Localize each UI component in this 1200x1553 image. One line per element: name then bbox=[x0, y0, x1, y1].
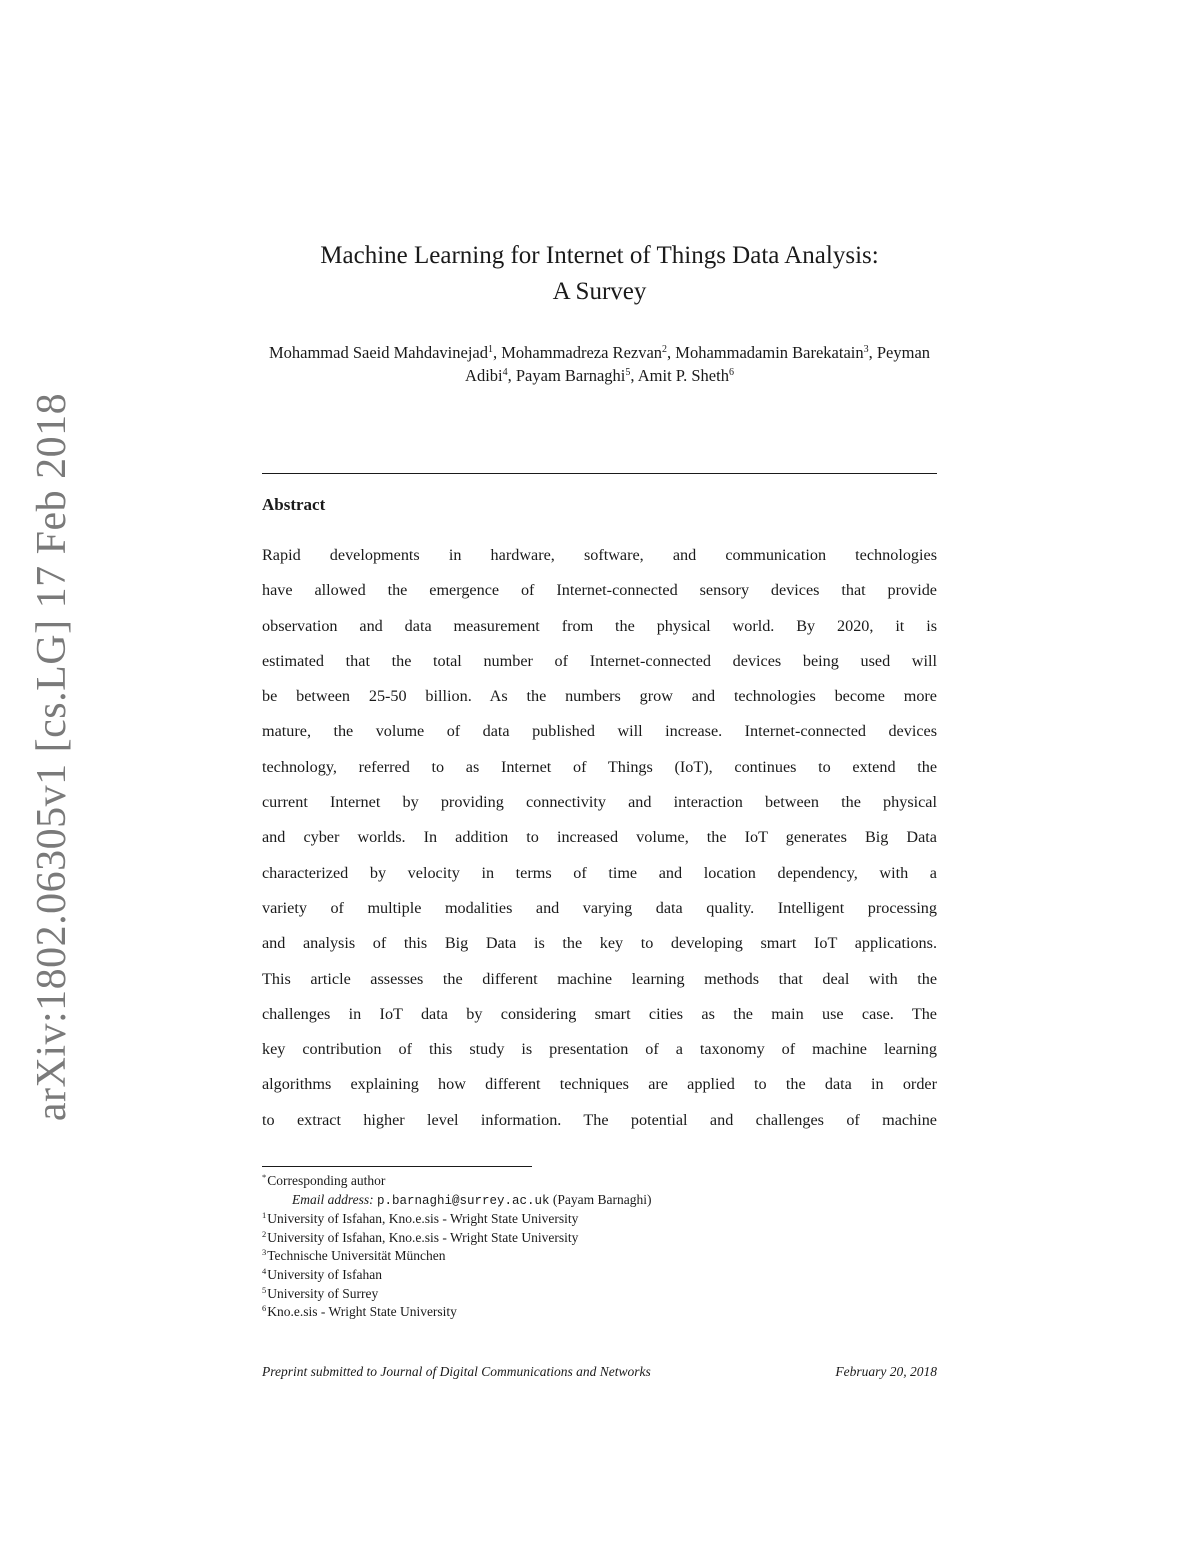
author: Mohammadamin Barekatain$^3$, bbox=[675, 343, 877, 362]
abstract-heading: Abstract bbox=[262, 495, 326, 514]
footnote-affiliation: $^1$University of Isfahan, Kno.e.sis - Wright State University bbox=[262, 1210, 579, 1227]
abstract-line: This article assesses the different machine learning methods that deal with the bbox=[262, 969, 937, 988]
abstract-line: characterized by velocity in terms of time and location dependency, with a bbox=[262, 863, 937, 882]
author-affiliation-mark: 2 bbox=[662, 344, 668, 355]
footnote-corresponding-author: *Corresponding author bbox=[262, 1172, 386, 1188]
author: Amit P. Sheth$^6$ bbox=[637, 366, 734, 385]
author-affiliation-mark: 4 bbox=[502, 367, 508, 378]
abstract-line: have allowed the emergence of Internet-connected sensory devices that provide bbox=[262, 581, 937, 600]
footnotes bbox=[262, 1172, 937, 1322]
abstract-line: technology, referred to as Internet of Things (IoT), continues to extend the bbox=[262, 757, 937, 776]
paper-title bbox=[262, 238, 937, 310]
abstract-line: to extract higher level information. The potential and challenges of machine bbox=[262, 1110, 937, 1129]
abstract-line: mature, the volume of data published will increase. Internet-connected devices bbox=[262, 722, 937, 741]
paper-title-line-2: A Survey bbox=[552, 278, 647, 305]
author-list bbox=[262, 341, 937, 387]
footnote-affiliation: $^2$University of Isfahan, Kno.e.sis - Wright State University bbox=[262, 1228, 579, 1245]
author: Mohammadreza Rezvan$^2$, bbox=[501, 343, 676, 362]
paper-title-line-1: Machine Learning for Internet of Things Data Analysis: bbox=[320, 242, 879, 269]
author-affiliation-mark: 1 bbox=[487, 344, 493, 355]
abstract-line: current Internet by providing connectivity and interaction between the physical bbox=[262, 793, 937, 812]
abstract-top-rule bbox=[262, 473, 937, 474]
abstract-line: challenges in IoT data by considering smart cities as the main use case. The bbox=[262, 1004, 937, 1023]
preprint-notice bbox=[262, 1364, 937, 1380]
email-address-link[interactable]: p.barnaghi@surrey.ac.uk bbox=[377, 1193, 550, 1208]
preprint-journal: Preprint submitted to Journal of Digital Communications and Networks bbox=[262, 1364, 651, 1379]
author: Mohammad Saeid Mahdavinejad$^1$, bbox=[268, 343, 502, 362]
footnote-affiliation: $^4$University of Isfahan bbox=[262, 1265, 382, 1282]
abstract-body bbox=[262, 538, 937, 1138]
abstract-line: variety of multiple modalities and varying data quality. Intelligent processing bbox=[262, 898, 937, 917]
footnote-affiliation: $^3$Technische Universität München bbox=[262, 1247, 446, 1264]
author: Payam Barnaghi$^5$, bbox=[515, 366, 638, 385]
abstract-line: observation and data measurement from the physical world. By 2020, it is bbox=[262, 616, 937, 635]
author-affiliation-mark: 5 bbox=[625, 367, 631, 378]
author-affiliation-mark: 6 bbox=[728, 367, 734, 378]
arxiv-identifier-stamp: arXiv:1802.06305v1 [cs.LG] 17 Feb 2018 bbox=[29, 392, 75, 1122]
author: Peyman Adibi$^4$, bbox=[465, 343, 931, 385]
abstract-line: algorithms explaining how different techniques are applied to the data in order bbox=[262, 1075, 937, 1094]
preprint-date: February 20, 2018 bbox=[835, 1364, 937, 1379]
abstract-line: and analysis of this Big Data is the key to developing smart IoT applications. bbox=[262, 934, 937, 953]
author-affiliation-mark: 3 bbox=[863, 344, 869, 355]
abstract-line: key contribution of this study is presentation of a taxonomy of machine learning bbox=[262, 1040, 937, 1059]
abstract-line: be between 25-50 billion. As the numbers grow and technologies become more bbox=[262, 687, 937, 706]
footnote-affiliation: $^6$Kno.e.sis - Wright State University bbox=[262, 1303, 457, 1320]
abstract-line: and cyber worlds. In addition to increased volume, the IoT generates Big Data bbox=[262, 828, 937, 847]
abstract-line: Rapid developments in hardware, software, and communication technologies bbox=[262, 546, 937, 564]
footnote-email: Email address: p.barnaghi@surrey.ac.uk (Payam Barnaghi) bbox=[292, 1191, 652, 1208]
footnote-rule bbox=[262, 1166, 532, 1167]
footnote-affiliation: $^5$University of Surrey bbox=[262, 1284, 379, 1301]
abstract-line: estimated that the total number of Internet-connected devices being used will bbox=[262, 651, 937, 670]
